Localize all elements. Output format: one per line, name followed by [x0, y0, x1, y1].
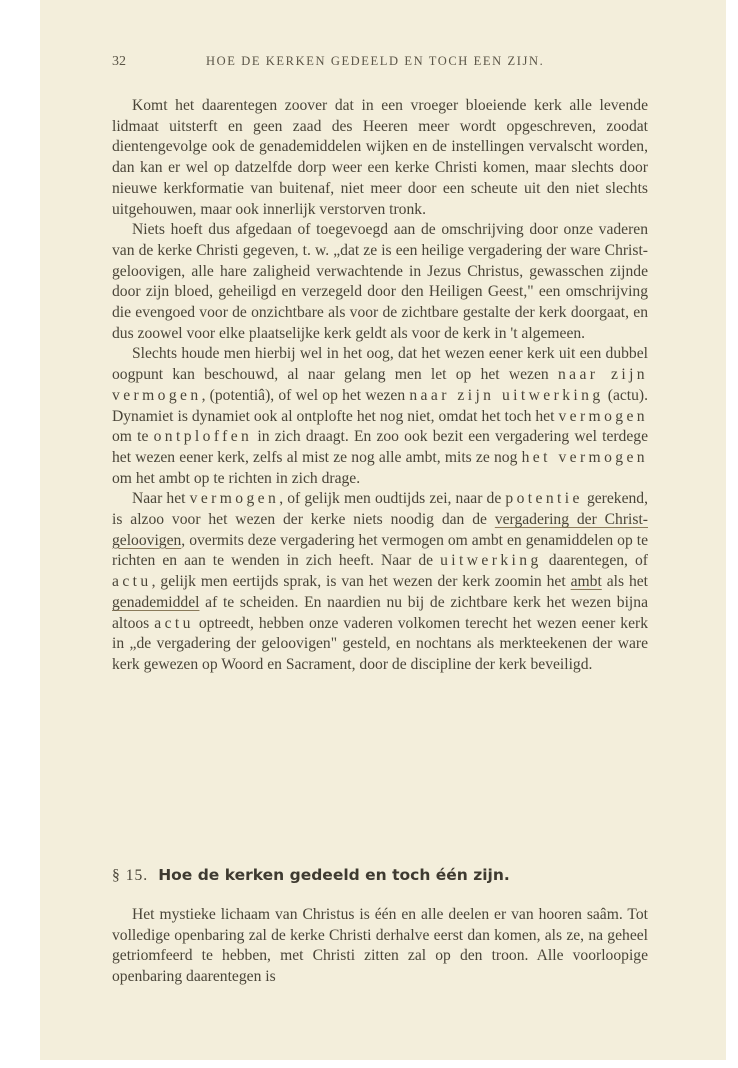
paragraph-2: Niets hoeft dus afgedaan of toegevoegd aan de omschrijving door onze vaderen van de kerke Christi gegeven, t. w. „dat ze is een heilige vergadering der ware Christ-geloovigen, alle hare zaligheid verwachtende in Jezus Christus, gewasschen zijnde door zijn bloed, geheiligd en verzegeld door den Heiligen Geest," een omschrijving die evengoed voor de onzichtbare als voor de zichtbare gestalte der kerk doorgaat, en dus zoowel voor elke plaatselijke kerk geldt als voor de kerk in 't algemeen. — [112, 221, 648, 342]
body-text-section-15 — [112, 905, 648, 988]
body-text — [112, 96, 648, 676]
book-page — [40, 0, 726, 1068]
underlined-term: ambt — [570, 573, 602, 591]
spaced-term: vermogen — [189, 490, 280, 508]
page-number: 32 — [112, 54, 126, 69]
spaced-term: het vermogen — [521, 448, 649, 466]
spaced-term: potentie — [505, 490, 583, 508]
spaced-term: naar zijn vermogen — [112, 366, 648, 404]
spaced-term: ontploffen — [153, 428, 253, 446]
paragraph-1: Komt het daarentegen zoover dat in een vroeger bloeiende kerk alle levende lidmaat uitsterft en geen zaad des Heeren meer wordt opgeschreven, zoodat dientengevolge ook de genademiddelen wijken en de instellingen vervalscht worden, dan kan er wel op datzelfde dorp weer een kerke Christi komen, maar slechts door nieuwe kerkformatie van buitenaf, niet meer door een scheute uit den niet slechts uitgehouwen, maar ook innerlijk verstorven tronk. — [112, 97, 648, 218]
paragraph-5: Het mystieke lichaam van Christus is één en alle deelen er van hooren saâm. Tot volledige openbaring zal de kerke Christi derhalve eerst dan komen, als ze, na geheel getriomfeerd te hebben, met Christi zitten zal op den troon. Alle voorloopige openbaring daarentegen is — [112, 906, 648, 986]
paragraph-3: Slechts houde men hierbij wel in het oog, dat het wezen eener kerk uit een dubbel oogpunt kan beschouwd, al naar gelang men let op het wezen naar zijn vermogen, (potentiâ), of wel op het wezen naar zijn uitwerking (actu). Dynamiet is dynamiet ook al ontplofte het nog niet, omdat het toch het vermogen om te ontploffen in zich draagt. En zoo ook bezit een vergadering wel terdege het wezen eener kerk, zelfs al mist ze nog alle ambt, mits ze nog het vermogen om het ambt op te richten in zich drage. — [112, 345, 649, 487]
underlined-term: genademiddel — [112, 593, 200, 611]
spaced-term: vermogen — [558, 407, 648, 425]
spaced-term: actu — [112, 573, 152, 591]
running-title: HOE DE KERKEN GEDEELD EN TOCH EEN ZIJN. — [206, 54, 545, 68]
underlined-term: vergadering der Christ-geloovigen — [112, 511, 648, 549]
spaced-term: actu — [154, 614, 194, 632]
section-heading — [112, 866, 648, 885]
section-title: Hoe de kerken gedeeld en toch één zijn. — [158, 866, 510, 884]
spaced-term: uitwerking — [440, 552, 542, 570]
spaced-term: naar zijn uitwerking — [409, 386, 604, 404]
paragraph-4: Naar het vermogen, of gelijk men oudtijds zei, naar de potentie gerekend, is alzoo voor het wezen der kerke niets noodig dan de vergadering der Christ-geloovigen, overmits deze vergadering het vermogen om ambt en genamiddelen op te richten en aan te wenden in zich heeft. Naar de uitwerking daarentegen, of actu, gelijk men eertijds sprak, is van het wezen der kerk zoomin het ambt als het genademiddel af te scheiden. En naardien nu bij de zichtbare kerk het wezen bijna altoos actu optreedt, hebben onze vaderen volkomen terecht het wezen eener kerk in „de vergadering der geloovigen" gesteld, en nochtans als merkteekenen der ware kerk gewezen op Woord en Sacrament, door de discipline der kerk beveiligd. — [112, 490, 648, 673]
section-number: § 15. — [112, 867, 149, 884]
